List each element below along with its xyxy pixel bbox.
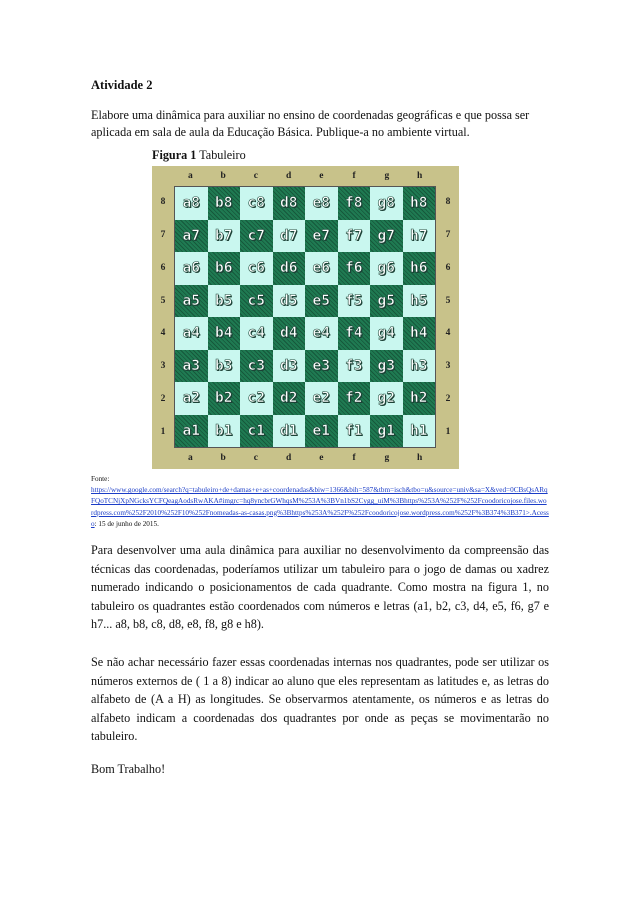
square-b3: b3 [208, 350, 241, 383]
rank-label-2: 2 [160, 393, 166, 404]
square-e4: e4 [305, 317, 338, 350]
square-h8: h8 [403, 187, 436, 220]
square-h7: h7 [403, 220, 436, 253]
square-g3: g3 [370, 350, 403, 383]
rank-label-2: 2 [445, 393, 451, 404]
file-labels-bottom [174, 451, 436, 465]
source-label: Fonte: [91, 475, 110, 483]
square-a2: a2 [175, 382, 208, 415]
square-a1: a1 [175, 415, 208, 448]
rank-label-1: 1 [160, 426, 166, 437]
file-label-a: a [188, 171, 193, 181]
square-f1: f1 [338, 415, 371, 448]
chessboard-grid [174, 186, 436, 448]
square-d6: d6 [273, 252, 306, 285]
square-a6: a6 [175, 252, 208, 285]
file-label-b: b [220, 453, 226, 463]
source-link[interactable]: https://www.google.com/search?q=tabuleiro+de+damas+e+as+coordenadas&biw=1366&bih=587&tbm=isch&tbo=u&source=univ&sa=X&ved=0CBsQsARqFQoTCNjXpNGcksYCFQeagAodsRwAKA#imgrc=hq8yncbrGWhqsM%253A%3BVn1bS2Cygg_uiM%3Bhttps%253A%252F%252Fcoodoricojose.files.wordpress.com%252F2010%252F10%252Fnomeadas-as-casas.png%3Bhttps%253A%252F%252Fcoodoricojose.wordpress.com%252F%3B374%3B371>.Acesso [91, 486, 549, 528]
square-h4: h4 [403, 317, 436, 350]
rank-label-5: 5 [445, 295, 451, 306]
square-d7: d7 [273, 220, 306, 253]
square-b6: b6 [208, 252, 241, 285]
rank-labels-left [155, 186, 171, 448]
square-h3: h3 [403, 350, 436, 383]
square-h2: h2 [403, 382, 436, 415]
square-f7: f7 [338, 220, 371, 253]
file-label-h: h [416, 453, 423, 463]
square-h6: h6 [403, 252, 436, 285]
file-label-c: c [253, 171, 258, 181]
rank-label-8: 8 [160, 197, 166, 208]
closing-remark: Bom Trabalho! [91, 762, 166, 776]
square-d2: d2 [273, 382, 306, 415]
file-label-d: d [285, 171, 292, 181]
square-c1: c1 [240, 415, 273, 448]
square-h5: h5 [403, 285, 436, 318]
body-paragraph-2: Se não achar necessário fazer essas coordenadas internas nos quadrantes, pode ser utilizar os números externos de ( 1 a 8) indicar ao aluno que eles representam as latitudes e, as letras do alfabeto de (A a H) as longitudes. Se observarmos atentamente, os números e as letras do alfabeto indicam a coordenadas dos quadrantes por onde as peças se movimentarão no tabuleiro. [91, 655, 549, 744]
square-g5: g5 [370, 285, 403, 318]
file-label-e: e [319, 453, 324, 463]
square-c5: c5 [240, 285, 273, 318]
square-f5: f5 [338, 285, 371, 318]
figure-source [91, 474, 549, 530]
file-labels-top [174, 169, 436, 183]
square-g2: g2 [370, 382, 403, 415]
square-g8: g8 [370, 187, 403, 220]
file-label-b: b [220, 171, 226, 181]
rank-label-3: 3 [445, 361, 451, 372]
square-d5: d5 [273, 285, 306, 318]
square-b7: b7 [208, 220, 241, 253]
rank-label-7: 7 [445, 230, 451, 241]
square-a3: a3 [175, 350, 208, 383]
square-b5: b5 [208, 285, 241, 318]
rank-label-1: 1 [445, 426, 451, 437]
rank-label-6: 6 [160, 262, 166, 273]
square-a4: a4 [175, 317, 208, 350]
square-e8: e8 [305, 187, 338, 220]
square-e3: e3 [305, 350, 338, 383]
rank-label-8: 8 [445, 197, 451, 208]
square-b8: b8 [208, 187, 241, 220]
file-label-g: g [384, 453, 390, 463]
square-c7: c7 [240, 220, 273, 253]
figure-caption [152, 148, 246, 163]
file-label-h: h [416, 171, 423, 181]
square-f4: f4 [338, 317, 371, 350]
square-b2: b2 [208, 382, 241, 415]
file-label-c: c [253, 453, 258, 463]
chessboard-figure [152, 166, 459, 469]
square-e2: e2 [305, 382, 338, 415]
intro-paragraph: Elabore uma dinâmica para auxiliar no ensino de coordenadas geográficas e que possa ser aplicada em sala de aula da Educação Básica. Publique-a no ambiente virtual. [91, 108, 530, 139]
square-g1: g1 [370, 415, 403, 448]
square-f8: f8 [338, 187, 371, 220]
square-b1: b1 [208, 415, 241, 448]
file-label-f: f [352, 453, 356, 463]
activity-title: Atividade 2 [91, 78, 153, 92]
square-c8: c8 [240, 187, 273, 220]
file-label-a: a [188, 453, 193, 463]
rank-label-4: 4 [445, 328, 451, 339]
square-a5: a5 [175, 285, 208, 318]
square-d1: d1 [273, 415, 306, 448]
square-e1: e1 [305, 415, 338, 448]
rank-labels-right [440, 186, 456, 448]
rank-label-6: 6 [445, 262, 451, 273]
file-label-d: d [285, 453, 292, 463]
square-c2: c2 [240, 382, 273, 415]
file-label-e: e [319, 171, 324, 181]
rank-label-5: 5 [160, 295, 166, 306]
rank-label-4: 4 [160, 328, 166, 339]
square-a7: a7 [175, 220, 208, 253]
square-g6: g6 [370, 252, 403, 285]
file-label-g: g [384, 171, 390, 181]
square-f3: f3 [338, 350, 371, 383]
square-f2: f2 [338, 382, 371, 415]
square-h1: h1 [403, 415, 436, 448]
square-b4: b4 [208, 317, 241, 350]
file-label-f: f [352, 171, 356, 181]
figure-caption-text: Tabuleiro [199, 148, 246, 162]
square-e6: e6 [305, 252, 338, 285]
square-a8: a8 [175, 187, 208, 220]
rank-label-3: 3 [160, 361, 166, 372]
square-c3: c3 [240, 350, 273, 383]
square-e7: e7 [305, 220, 338, 253]
square-d8: d8 [273, 187, 306, 220]
square-g7: g7 [370, 220, 403, 253]
body-paragraph-1: Para desenvolver uma aula dinâmica para auxiliar no desenvolvimento da compreensão das técnicas das coordenadas, poderíamos utilizar um tabuleiro para o jogo de damas ou xadrez numerado indicando o posicionamentos de cada quadrante. Como mostra na figura 1, no tabuleiro os quadrantes estão coordenados com números e letras (a1, b2, c3, d4, e5, f6, g7 e h7... a8, b8, c8, d8, e8, f8, g8 e h8). [91, 543, 549, 632]
square-d3: d3 [273, 350, 306, 383]
figure-label: Figura 1 [152, 148, 197, 162]
square-f6: f6 [338, 252, 371, 285]
square-e5: e5 [305, 285, 338, 318]
square-g4: g4 [370, 317, 403, 350]
square-c4: c4 [240, 317, 273, 350]
rank-label-7: 7 [160, 230, 166, 241]
square-c6: c6 [240, 252, 273, 285]
source-date: : 15 de junho de 2015. [94, 519, 159, 528]
square-d4: d4 [273, 317, 306, 350]
